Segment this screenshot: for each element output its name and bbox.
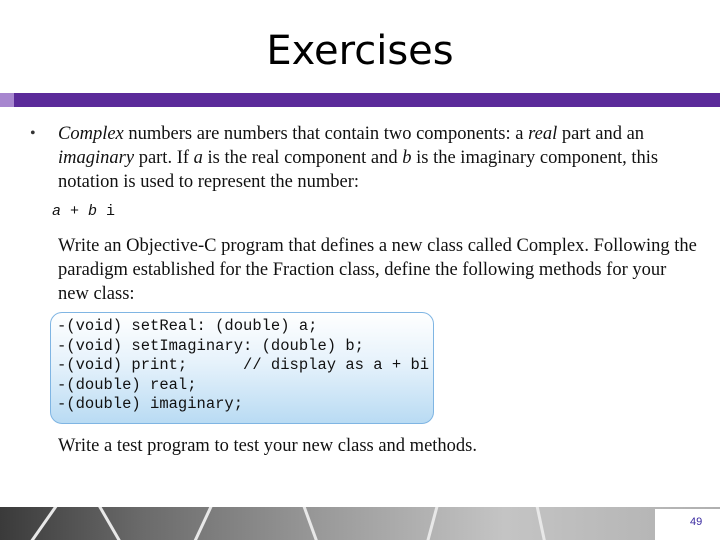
page-number: 49 — [690, 516, 703, 528]
complex-formula — [52, 200, 115, 224]
text-segment: is the imaginary component, this notation is used to represent the number: — [58, 148, 659, 192]
text-segment: part and an — [557, 124, 645, 144]
page-number-box — [655, 509, 720, 540]
code-line: -(void) setReal: (double) a; — [57, 317, 318, 335]
footer-bridge-image — [0, 507, 720, 540]
formula-a: a — [52, 203, 62, 220]
var-a: a — [193, 148, 203, 168]
text-segment: is the real component and — [202, 148, 403, 168]
code-line: -(void) print; // display as a + bi — [57, 356, 430, 374]
footer-beam — [23, 507, 60, 540]
formula-i: i — [97, 203, 116, 220]
footer-beam — [422, 507, 440, 540]
formula-plus: + — [61, 203, 89, 220]
slide-title: Exercises — [266, 28, 454, 74]
term-complex: Complex — [58, 124, 124, 144]
title-divider-band — [0, 93, 720, 107]
bullet-marker: • — [30, 125, 36, 142]
code-block — [50, 312, 434, 424]
code-line: -(void) setImaginary: (double) b; — [57, 336, 364, 355]
var-b: b — [402, 148, 412, 168]
text-segment: part. If — [134, 148, 194, 168]
title-divider-accent — [0, 93, 14, 107]
paragraph-test: Write a test program to test your new class and methods. — [58, 436, 477, 456]
paragraph-task: Write an Objective-C program that defines a new class called Complex. Following the paradigm established for the Fraction class, define the following methods for your new class: — [58, 236, 697, 304]
term-imaginary: imaginary — [58, 148, 135, 168]
term-real: real — [528, 124, 558, 144]
footer-beam — [300, 507, 323, 540]
code-line: -(double) imaginary; — [57, 395, 244, 413]
formula-b: b — [88, 203, 98, 220]
paragraph-complex-definition — [58, 122, 678, 194]
footer-beam — [95, 507, 128, 540]
footer-beam — [534, 507, 549, 540]
text-segment: numbers are numbers that contain two components: a — [123, 124, 529, 144]
code-line: -(double) real; — [57, 375, 197, 394]
footer-beam — [187, 507, 215, 540]
